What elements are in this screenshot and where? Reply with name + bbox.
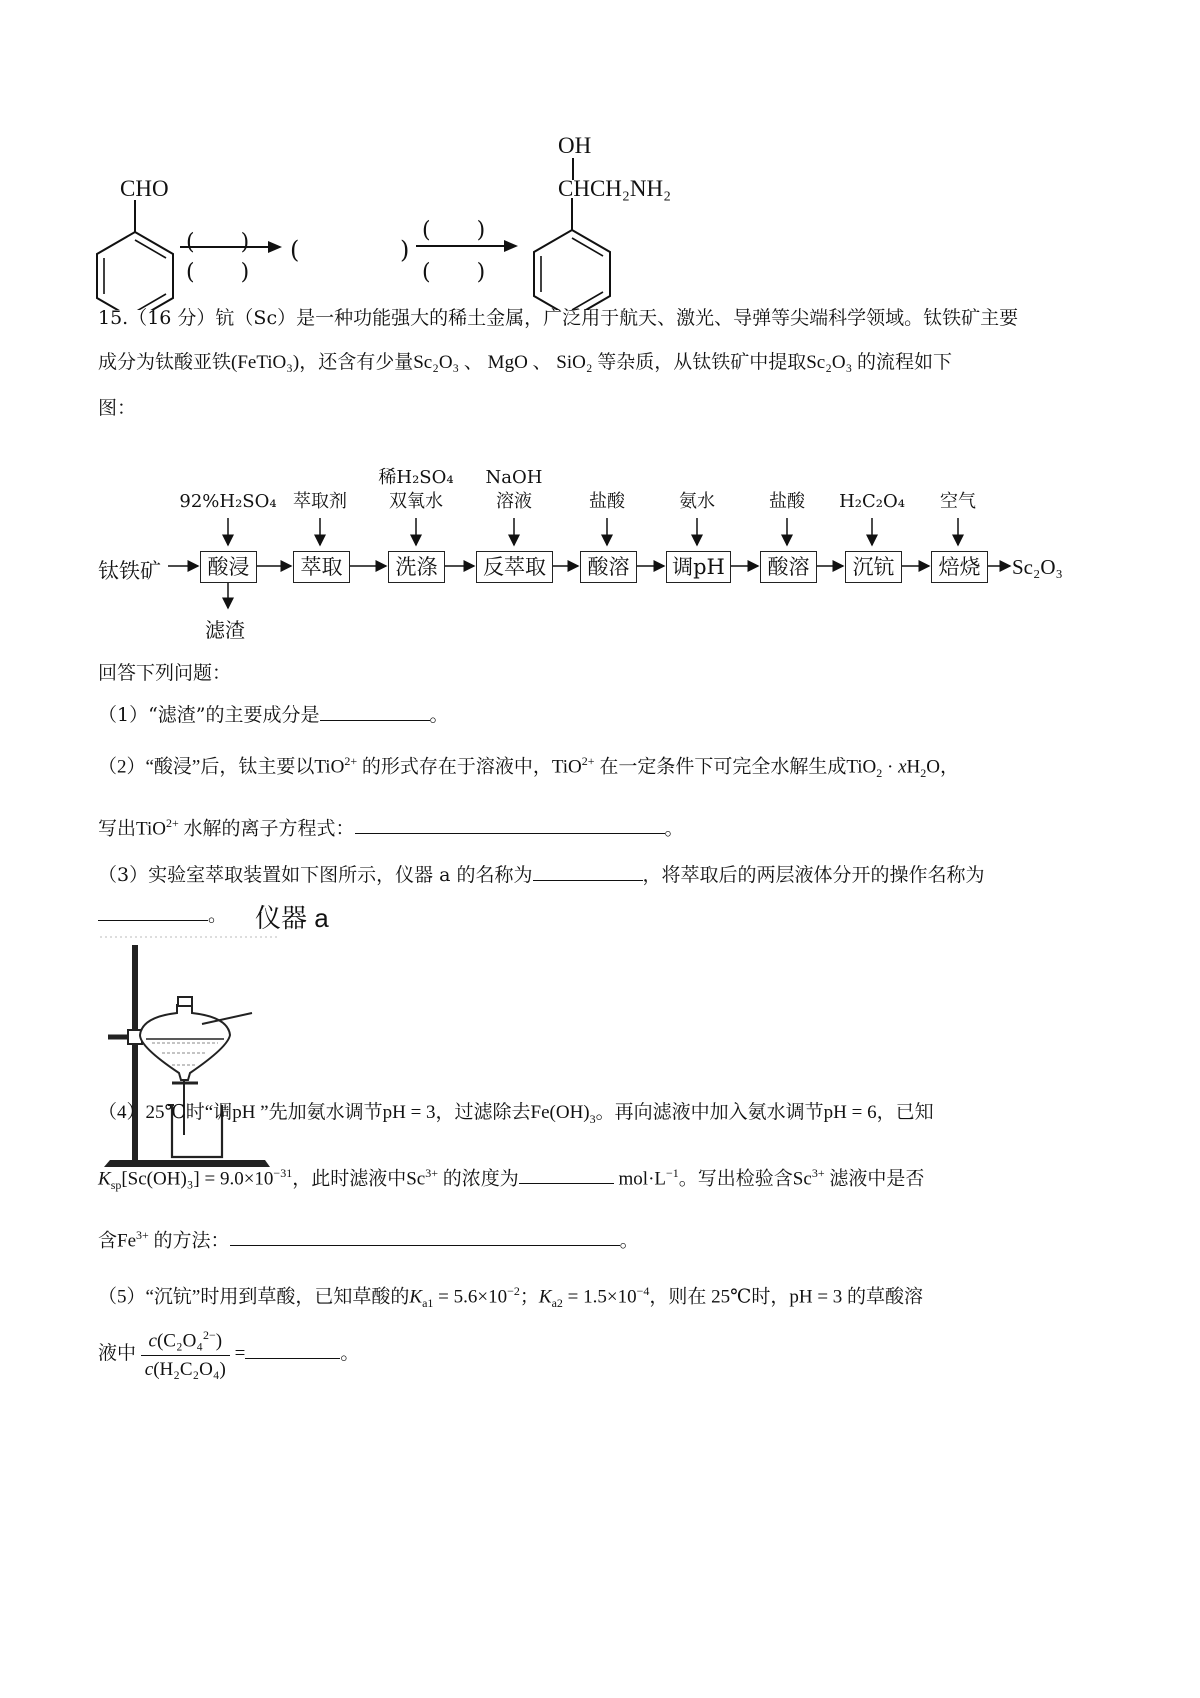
question-4-line-2: $K_{sp}[Sc(OH)_3] = 9.0\times 10^{-31}$，此时滤液中$Sc^{3+}$ 的浓度为 $mol\cdot L^{-1}$。写出检验含$Sc^{3+}$ 滤液中是否	[98, 1160, 924, 1198]
answer-blank-5[interactable]	[245, 1338, 340, 1359]
step-box-6: 调pH	[666, 551, 731, 583]
question-4-line-1: （4）25℃时“调pH ”先加氨水调节pH = 3，过滤除去$Fe(OH)_3$。再向滤液中加入氨水调节pH = 6，已知	[98, 1102, 934, 1126]
extraction-apparatus-icon	[100, 935, 370, 1175]
question-3-line-2: 。	[98, 900, 227, 928]
question-5-line-2: 液中 $\frac{c(C_2O_4^{2-})}{\text{c(H₂C₂O₄)}}$ = 。	[98, 1328, 360, 1381]
question-2-line-1: （2）“酸浸”后，钛主要以TiO$^{2+}$ 的形式存在于溶液中，TiO$^{2+}$ 在一定条件下可完全水解生成$TiO_2 \cdot xH_2O$，	[98, 754, 960, 781]
question-intro-line-3: 图：	[98, 397, 137, 419]
reagent-4: NaOH 溶液	[485, 467, 543, 512]
step-box-5: 酸溶	[580, 551, 637, 583]
question-3-line-1: （3）实验室萃取装置如下图所示，仪器 a 的名称为 ，将萃取后的两层液体分开的操作名称为	[98, 860, 985, 888]
reagent-slot-1-bottom[interactable]: ( )	[186, 260, 250, 285]
answer-blank-3a[interactable]	[533, 860, 643, 881]
intermediate-close-paren[interactable]: )	[400, 236, 410, 264]
question-4-line-3: 含$Fe^{3+}$ 的方法： 。	[98, 1222, 639, 1254]
intermediate-open-paren[interactable]: (	[290, 236, 300, 264]
question-2-line-2: 写出TiO$^{2+}$ 水解的离子方程式： 。	[98, 810, 684, 842]
answer-blank-4a[interactable]	[519, 1163, 614, 1184]
concentration-ratio: $\frac{c(C_2O_4^{2-})}{\text{c(H₂C₂O₄)}}$	[141, 1328, 230, 1381]
answer-prompt: 回答下列问题：	[98, 662, 232, 684]
question-1: （1）“滤渣”的主要成分是 。	[98, 700, 449, 728]
answer-blank-2[interactable]	[355, 813, 665, 834]
reagent-7: 盐酸	[769, 491, 805, 512]
answer-blank-4b[interactable]	[230, 1225, 620, 1246]
question-5-line-1: （5）“沉钪”时用到草酸，已知草酸的$K_{a1} = 5.6\times 10^{-2}$；$K_{a2} = 1.5\times 10^{-4}$，则在 25℃时，pH = 3 的草酸溶	[98, 1284, 924, 1311]
reagent-2: 萃取剂	[293, 491, 347, 512]
reagent-5: 盐酸	[589, 491, 625, 512]
step-box-1: 酸浸	[200, 551, 257, 583]
step-box-8: 沉钪	[845, 551, 902, 583]
flow-start: 钛铁矿	[98, 559, 161, 583]
apparatus-label: 仪器 a	[255, 903, 329, 933]
reagent-slot-1-top[interactable]: ( )	[186, 230, 250, 255]
reagent-9: 空气	[940, 491, 976, 512]
step-box-2: 萃取	[293, 551, 350, 583]
reagent-3: 稀H₂SO₄ 双氧水	[378, 467, 454, 512]
answer-blank-1[interactable]	[320, 700, 430, 721]
flow-end-product: Sc₂O₃	[1012, 555, 1063, 579]
side-chain: CHCH₂NH₂	[558, 176, 672, 201]
step-box-4: 反萃取	[476, 551, 553, 583]
reagent-8: H₂C₂O₄	[839, 491, 905, 512]
reagent-1: 92%H₂SO₄	[179, 491, 277, 512]
question-intro-line-1: 15.（16 分）钪（Sc）是一种功能强大的稀土金属，广泛用于航天、激光、导弹等尖端科学领域。钛铁矿主要	[98, 307, 1019, 329]
question-intro-line-2: 成分为钛酸亚铁(FeTiO₃)，还含有少量Sc₂O₃ 、 MgO 、 SiO₂ 等杂质，从钛铁矿中提取Sc₂O₃ 的流程如下	[98, 352, 952, 373]
reagent-slot-2-bottom[interactable]: ( )	[422, 260, 486, 285]
answer-blank-3b[interactable]	[98, 900, 208, 921]
reagent-6: 氨水	[679, 491, 715, 512]
step-box-9: 焙烧	[931, 551, 988, 583]
aldehyde-group: CHO	[120, 176, 169, 201]
step-box-7: 酸溶	[760, 551, 817, 583]
step-box-3: 洗涤	[388, 551, 445, 583]
reagent-slot-2-top[interactable]: ( )	[422, 218, 486, 243]
hydroxyl-group: OH	[558, 133, 592, 158]
filter-residue: 滤渣	[205, 618, 245, 642]
